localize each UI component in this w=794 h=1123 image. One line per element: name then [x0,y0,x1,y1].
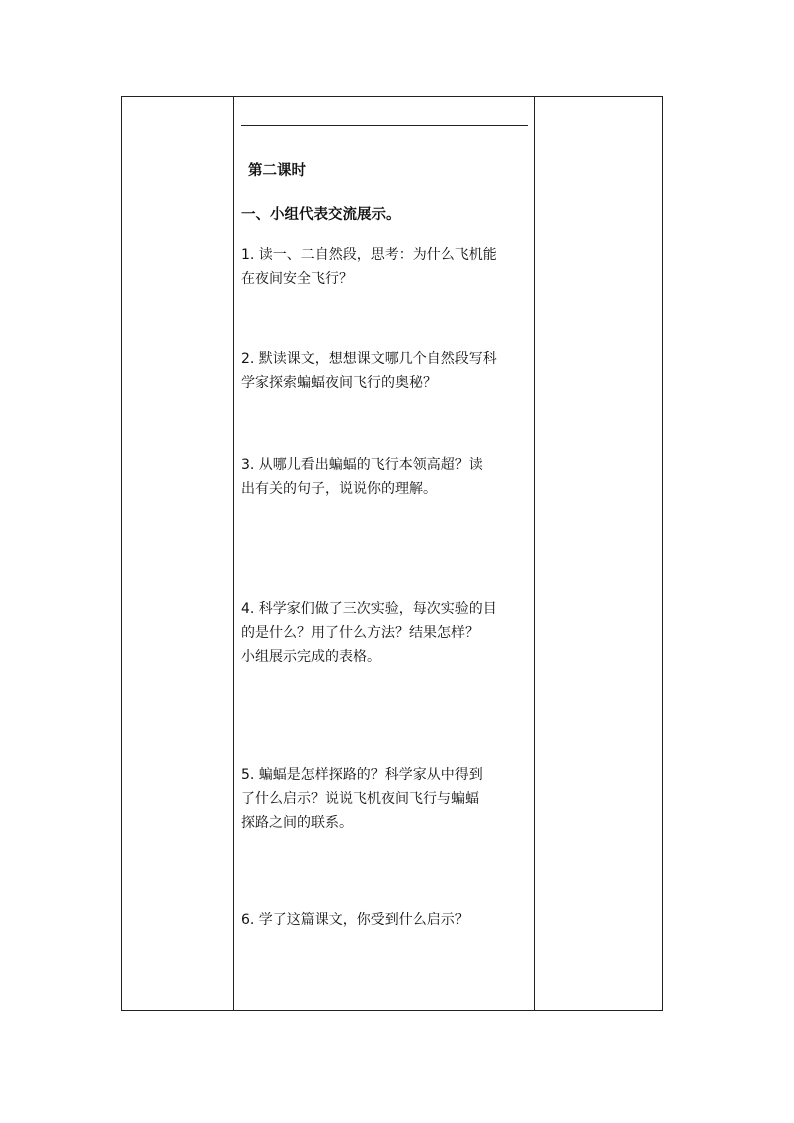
section-heading: 一、小组代表交流展示。 [241,207,401,223]
question-2 [241,347,531,395]
question-1-line-2: 在夜间安全飞行？ [241,271,353,287]
question-3-line-2: 出有关的句子，说说你的理解。 [241,481,437,497]
question-5 [241,763,531,835]
top-rule [241,125,528,126]
question-4-line-1: 4. 科学家们做了三次实验，每次实验的目 [241,601,497,617]
question-3-line-1: 3. 从哪儿看出蝙蝠的飞行本领高超？读 [241,457,483,473]
left-column [122,97,234,1010]
question-6-line-1: 6. 学了这篇课文，你受到什么启示？ [241,912,469,928]
question-3 [241,453,531,501]
question-2-line-1: 2. 默读课文，想想课文哪几个自然段写科 [241,351,497,367]
question-5-line-1: 5. 蝙蝠是怎样探路的？科学家从中得到 [241,767,483,783]
content-column [234,97,535,1010]
right-column [535,97,662,1010]
question-1-line-1: 1. 读一、二自然段，思考：为什么飞机能 [241,247,497,263]
question-4 [241,597,531,669]
lesson-heading: 第二课时 [248,163,306,179]
question-1 [241,243,531,291]
question-2-line-2: 学家探索蝙蝠夜间飞行的奥秘？ [241,375,437,391]
question-4-line-2: 的是什么？用了什么方法？结果怎样？ [241,625,479,641]
question-6 [241,908,531,932]
question-4-line-3: 小组展示完成的表格。 [241,649,381,665]
question-5-line-3: 探路之间的联系。 [241,815,353,831]
lesson-table [121,96,663,1011]
question-5-line-2: 了什么启示？说说飞机夜间飞行与蝙蝠 [241,791,479,807]
